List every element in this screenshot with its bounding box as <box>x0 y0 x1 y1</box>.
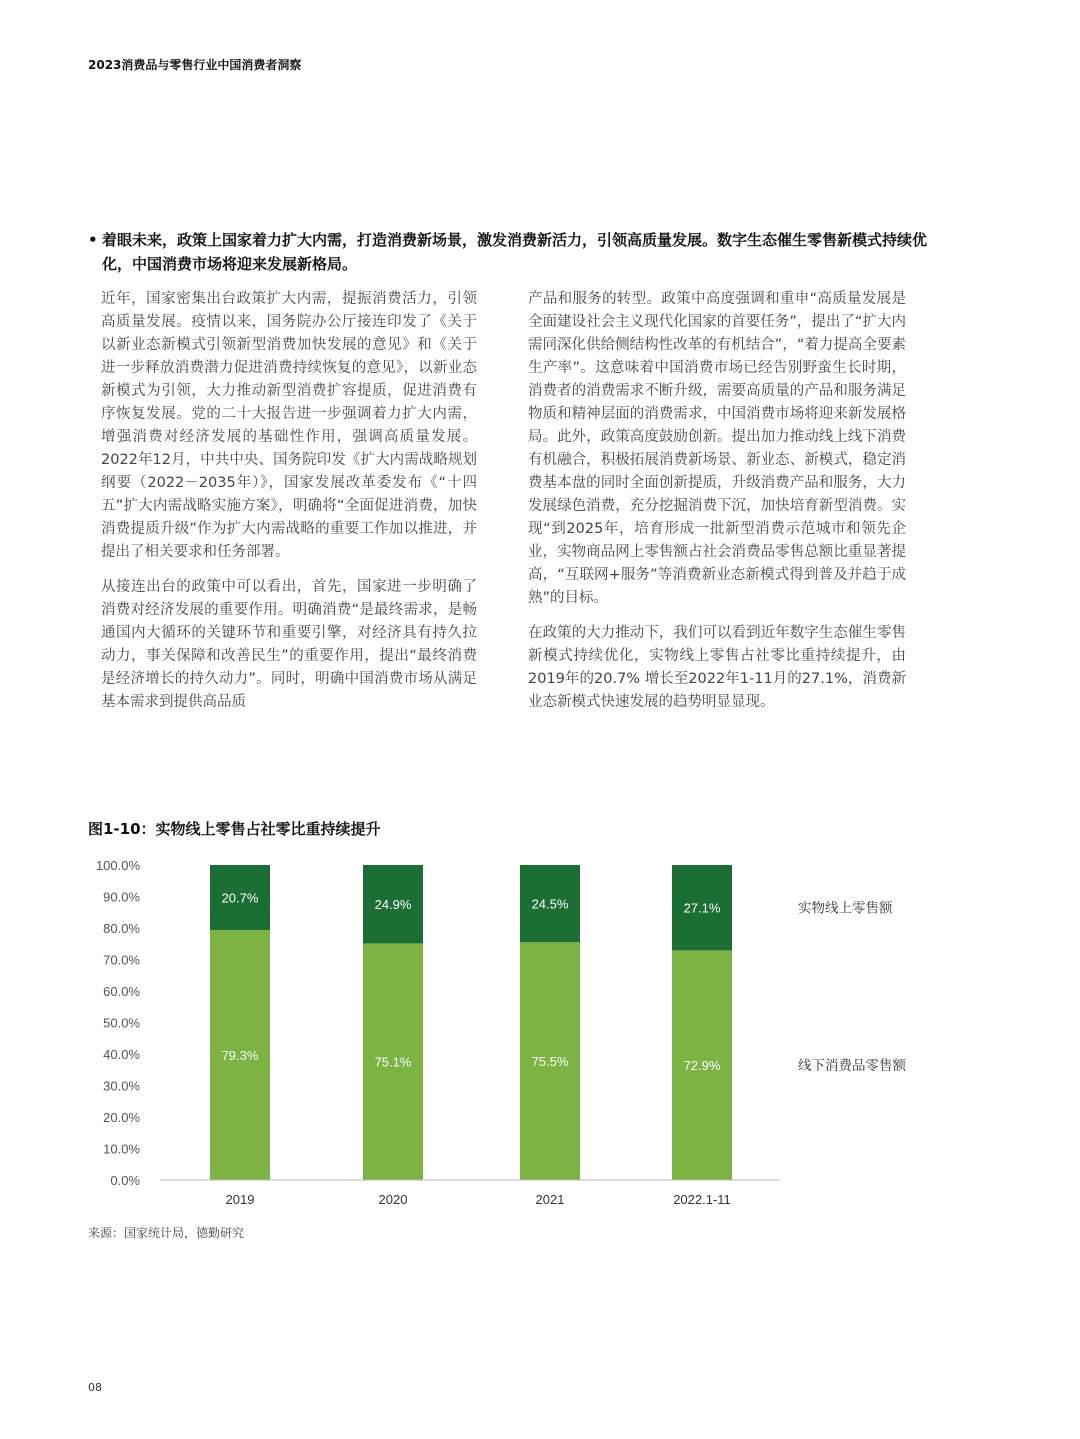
y-tick-label: 40.0% <box>103 1047 140 1062</box>
y-tick-label: 70.0% <box>103 952 140 968</box>
data-label: 72.9% <box>683 1058 721 1074</box>
key-point <box>88 228 928 276</box>
x-tick-label: 2019 <box>225 1192 255 1207</box>
key-point-text: 着眼未来，政策上国家着力扩大内需，打造消费新场景，激发消费新活力，引领高质量发展。数字生态催生零售新模式持续优化，中国消费市场将迎来发展新格局。 <box>102 231 928 273</box>
x-tick-label: 2020 <box>378 1192 408 1207</box>
paragraph: 在政策的大力推动下，我们可以看到近年数字生态催生零售新模式持续优化，实物线上零售占社零比重持续提升，由2019年的20.7% 增长至2022年1-11月的27.1%，消费新业态新模式快速发展的趋势明显显现。 <box>528 625 906 710</box>
figure-title: 图1-10：实物线上零售占社零比重持续提升 <box>88 820 381 838</box>
y-tick-label: 10.0% <box>103 1141 140 1157</box>
data-label: 24.5% <box>531 896 569 912</box>
paragraph: 近年，国家密集出台政策扩大内需，提振消费活力，引领高质量发展。疫情以来，国务院办公厅接连印发了《关于以新业态新模式引领新型消费加快发展的意见》和《关于进一步释放消费潜力促进消费持续恢复的意见》，以新业态新模式为引领，大力推动新型消费扩容提质，促进消费有序恢复发展。党的二十大报告进一步强调着力扩大内需，增强消费对经济发展的基础性作用，强调高质量发展。2022年12月，中共中央、国务院印发《扩大内需战略规划纲要（2022－2035年）》，国家发展改革委发布《“十四五”扩大内需战略实施方案》，明确将“全面促进消费，加快消费提质升级”作为扩大内需战略的重要工作加以推进，并提出了相关要求和任务部署。 <box>101 291 477 560</box>
data-label: 20.7% <box>221 890 259 906</box>
bullet-icon: • <box>88 231 98 249</box>
data-label: 75.5% <box>531 1054 569 1070</box>
legend-label: 实物线上零售额 <box>798 900 893 917</box>
body-column-left <box>101 288 477 726</box>
y-tick-label: 0.0% <box>110 1173 140 1188</box>
page-number: 08 <box>88 1381 102 1394</box>
data-label: 75.1% <box>374 1054 412 1070</box>
body-column-right <box>528 288 906 726</box>
data-label: 24.9% <box>374 897 412 913</box>
paragraph: 产品和服务的转型。政策中高度强调和重申“高质量发展是全面建设社会主义现代化国家的首要任务”，提出了“扩大内需同深化供给侧结构性改革的有机结合”，“着力提高全要素生产率”。这意味着中国消费市场已经告别野蛮生长时期，消费者的消费需求不断升级，需要高质量的产品和服务满足物质和精神层面的消费需求，中国消费市场将迎来新发展格局。此外，政策高度鼓励创新。提出加力推动线上线下消费有机融合，积极拓展消费新场景、新业态、新模式，稳定消费基本盘的同时全面创新提质，升级消费产品和服务，大力发展绿色消费，充分挖掘消费下沉，加快培育新型消费。实现“到2025年，培育形成一批新型消费示范城市和领先企业，实物商品网上零售额占社会消费品零售总额比重显著提高，“互联网+服务”等消费新业态新模式得到普及并趋于成熟”的目标。 <box>528 291 906 606</box>
paragraph: 从接连出台的政策中可以看出，首先，国家进一步明确了消费对经济发展的重要作用。明确消费“是最终需求，是畅通国内大循环的关键环节和重要引擎，对经济具有持久拉动力，事关保障和改善民生”的重要作用，提出“最终消费是经济增长的持久动力”。同时，明确中国消费市场从满足基本需求到提供高品质 <box>101 579 477 710</box>
data-label: 79.3% <box>221 1048 259 1064</box>
legend-label: 线下消费品零售额 <box>798 1058 906 1075</box>
y-tick-label: 50.0% <box>103 1015 140 1031</box>
stacked-bar-chart <box>80 850 960 1220</box>
data-label: 27.1% <box>683 900 721 916</box>
report-header: 2023消费品与零售行业中国消费者洞察 <box>88 58 302 72</box>
figure-source: 来源：国家统计局，德勤研究 <box>88 1226 245 1240</box>
x-tick-label: 2021 <box>535 1192 565 1207</box>
y-tick-label: 100.0% <box>95 858 140 873</box>
y-tick-label: 20.0% <box>103 1110 140 1125</box>
y-tick-label: 60.0% <box>103 984 140 999</box>
y-tick-label: 90.0% <box>103 889 140 905</box>
y-tick-label: 80.0% <box>103 921 140 936</box>
x-tick-label: 2022.1-11 <box>673 1192 731 1207</box>
y-tick-label: 30.0% <box>103 1078 140 1094</box>
